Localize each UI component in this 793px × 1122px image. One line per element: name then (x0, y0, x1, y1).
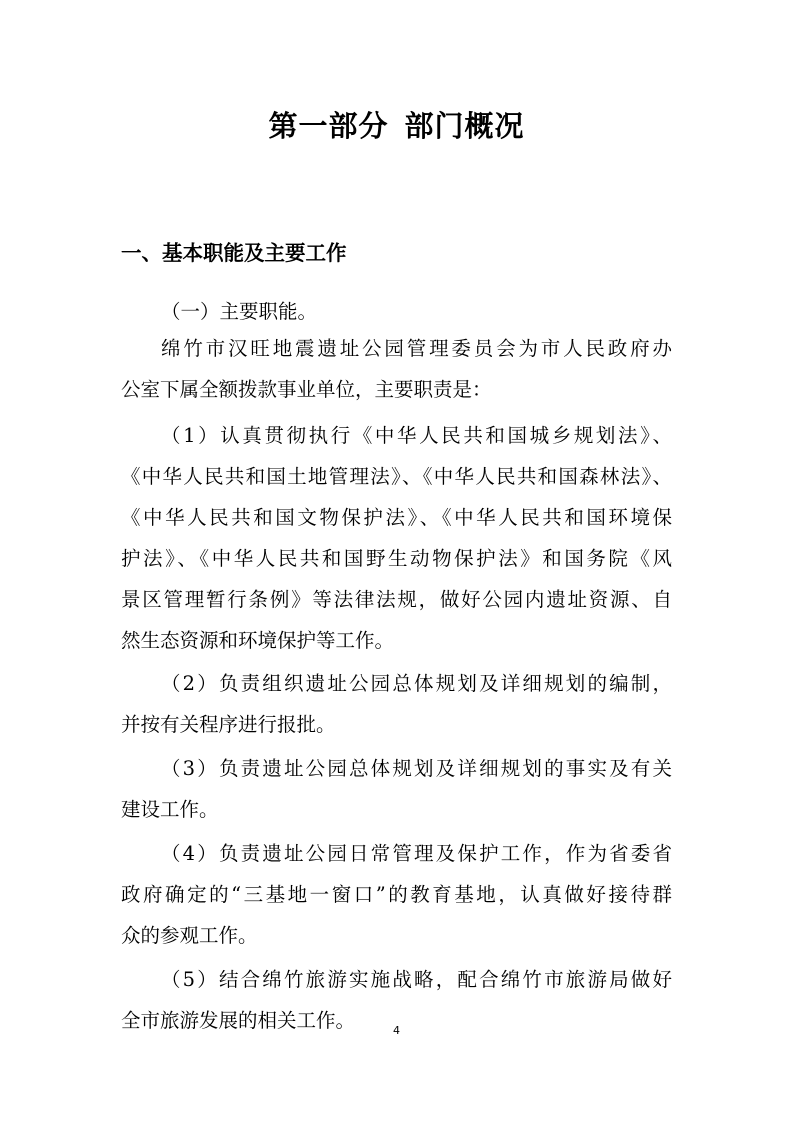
page-title (0, 104, 793, 145)
section-heading: 一、基本职能及主要工作 (121, 241, 347, 265)
page-number: 4 (393, 1024, 400, 1037)
paragraph-line: （3）负责遗址公园总体规划及详细规划的事实及有关 (161, 757, 672, 780)
title-part-two: 部门概况 (404, 109, 525, 143)
paragraph-line: 《中华人民共和国土地管理法》、《中华人民共和国森林法》、 (121, 465, 672, 488)
paragraph-line: 建设工作。 (121, 798, 219, 821)
title-part-one: 第一部分 (268, 109, 389, 143)
subsection-heading: （一）主要职能。 (161, 300, 318, 323)
paragraph-line: 众的参观工作。 (121, 924, 258, 947)
paragraph-line: （5）结合绵竹旅游实施战略，配合绵竹市旅游局做好 (161, 968, 672, 991)
paragraph-line: 公室下属全额拨款事业单位，主要职责是： (121, 378, 492, 401)
paragraph-line: 并按有关程序进行报批。 (121, 713, 336, 736)
paragraph-line: 护法》、《中华人民共和国野生动物保护法》和国务院《风 (121, 547, 672, 570)
paragraph-line: 然生态资源和环境保护等工作。 (121, 629, 395, 652)
paragraph-line: 全市旅游发展的相关工作。 (121, 1009, 356, 1032)
paragraph-line: 政府确定的“三基地一窗口”的教育基地，认真做好接待群 (121, 883, 672, 906)
paragraph-line: （1）认真贯彻执行《中华人民共和国城乡规划法》、 (161, 424, 672, 447)
paragraph-line: （4）负责遗址公园日常管理及保护工作，作为省委省 (161, 842, 672, 865)
paragraph-line: 景区管理暂行条例》等法律法规，做好公园内遗址资源、自 (121, 588, 672, 611)
paragraph-line: 绵竹市汉旺地震遗址公园管理委员会为市人民政府办 (161, 337, 672, 360)
paragraph-line: 《中华人民共和国文物保护法》、《中华人民共和国环境保 (121, 506, 672, 529)
paragraph-line: （2）负责组织遗址公园总体规划及详细规划的编制， (161, 672, 672, 695)
